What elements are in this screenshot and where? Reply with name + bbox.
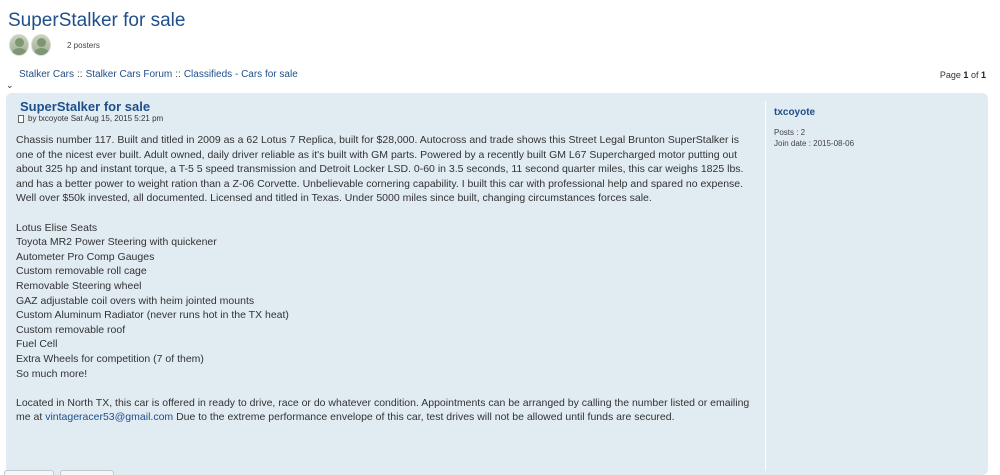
action-button[interactable] <box>60 470 114 475</box>
pagination-current: 1 <box>963 70 969 80</box>
list-item: Custom removable roof <box>16 323 126 336</box>
list-item: So much more! <box>16 367 88 380</box>
post-intro: Chassis number 117. Built and titled in 2009 as a 62 Lotus 7 Replica, built for $28,000. Autocross and trade shows this Street Legal Brunton SuperStalker is one of the nicest ever built. Adult owned, daily driver reliable as it's built with GM parts. Powered by a recently built GM L67 Supercharged motor putting out about 325 hp and instant torque, a T-5 5 speed transmission and Detroit Locker LSD. 0-60 in 3.5 seconds, 11 second quarter miles, this car weighs 1825 lbs. and has a better power to weight ration than a Z-06 Corvette. Unbelievable cornering capability. I built this car with professional help and spared no expense. Well over $50k invested, all documented. Licensed and titled in Texas. Under 5000 miles since built, changing circumstances forces sale. <box>16 134 744 205</box>
list-item: Autometer Pro Comp Gauges <box>16 250 155 263</box>
list-item: GAZ adjustable coil overs with heim jointed mounts <box>16 294 255 307</box>
posters-summary <box>9 34 100 56</box>
list-item: Removable Steering wheel <box>16 279 142 292</box>
list-item: Fuel Cell <box>16 338 58 351</box>
post-body <box>16 133 756 425</box>
author-join-date: Join date : 2015-08-06 <box>774 139 855 148</box>
email-link[interactable]: vintageracer53@gmail.com <box>45 411 174 424</box>
list-item: Extra Wheels for competition (7 of them) <box>16 352 204 365</box>
posters-count: 2 posters <box>67 40 100 50</box>
action-button[interactable] <box>4 470 54 475</box>
feature-list <box>16 221 756 382</box>
page-title: SuperStalker for sale <box>8 10 186 31</box>
list-item: Lotus Elise Seats <box>16 221 98 234</box>
list-item: Custom Aluminum Radiator (never runs hot in the TX heat) <box>16 309 289 322</box>
list-item: Toyota MR2 Power Steering with quickener <box>16 236 217 249</box>
author-profile <box>765 101 983 471</box>
post-closing-text: Located in North TX, this car is offered in ready to drive, race or do whatever condition. Appointments can be arranged by calling the number listed or emailing me at <box>16 396 750 424</box>
post-closing-text-end: Due to the extreme performance envelope of this car, test drives will not be allowed until funds are secured. <box>173 411 675 424</box>
breadcrumb <box>19 69 298 80</box>
post-meta <box>18 114 163 123</box>
avatar-icon[interactable] <box>31 34 51 56</box>
post <box>6 93 988 475</box>
breadcrumb-item-classifieds[interactable]: Classifieds - Cars for sale <box>183 69 298 80</box>
pagination-prefix: Page <box>939 70 961 80</box>
post-meta-text: by txcoyote Sat Aug 15, 2015 5:21 pm <box>28 114 164 123</box>
pagination-total: 1 <box>980 70 986 80</box>
post-closing <box>16 396 756 425</box>
author-stats <box>774 127 983 149</box>
pagination-of: of <box>970 70 979 80</box>
author-name[interactable]: txcoyote <box>774 107 816 118</box>
pagination <box>940 70 986 80</box>
post-title[interactable]: SuperStalker for sale <box>20 99 151 114</box>
document-icon[interactable] <box>18 115 24 123</box>
breadcrumb-separator: :: <box>175 69 181 80</box>
breadcrumb-separator: :: <box>77 69 83 80</box>
avatar-icon[interactable] <box>9 34 29 56</box>
breadcrumb-item-stalker-cars-forum[interactable]: Stalker Cars Forum <box>85 69 173 80</box>
list-item: Custom removable roll cage <box>16 265 147 278</box>
breadcrumb-item-stalker-cars[interactable]: Stalker Cars <box>19 69 75 80</box>
author-post-count: Posts : 2 <box>774 128 806 137</box>
chevron-down-icon[interactable]: ⌄ <box>6 80 14 90</box>
